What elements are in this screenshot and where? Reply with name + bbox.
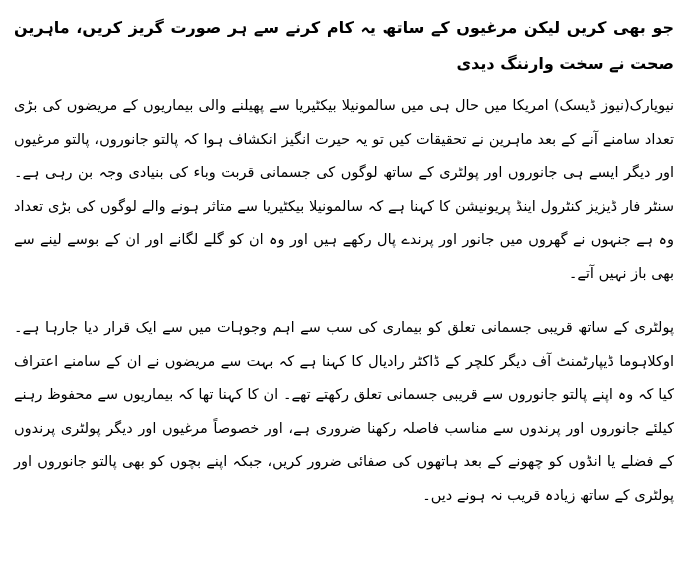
article-headline: جو بھی کریں لیکن مرغیوں کے ساتھ یہ کام کرنے سے ہر صورت گریز کریں، ماہرین صحت نے سخت وارننگ دیدی: [14, 18, 674, 73]
article-paragraph-2: پولٹری کے ساتھ قریبی جسمانی تعلق کو بیماری کی سب سے اہم وجوہات میں سے ایک قرار دیا جارہا ہے۔ اوکلاہوما ڈیپارٹمنٹ آف دیگر کلچر کے ڈاکٹر رادیال کا کہنا ہے کہ بہت سے مریضوں نے ان کے سامنے اعتراف کیا کہ وہ اپنے پالتو جانوروں سے قریبی جسمانی تعلق رکھتے تھے۔ ان کا کہنا تھا کہ بیماریوں سے محفوظ رہنے کیلئے جانوروں اور پرندوں سے مناسب فاصلہ رکھنا ضروری ہے، اور خصوصاً مرغیوں اور دیگر پولٹری پرندوں کے فضلے یا انڈوں کو چھونے کے بعد ہاتھوں کی صفائی ضرور کریں، جبکہ اپنے بچوں کو بھی پالتو جانوروں اور پولٹری کے ساتھ زیادہ قریب نہ ہونے دیں۔: [14, 320, 674, 504]
article-paragraph-1: نیویارک(نیوز ڈیسک) امریکا میں حال ہی میں سالمونیلا بیکٹیریا سے پھیلنے والی بیماریوں کے مریضوں کی بڑی تعداد سامنے آنے کے بعد ماہرین نے تحقیقات کیں تو یہ حیرت انگیز انکشاف ہوا کہ پالتو جانوروں، پالتو مرغیوں اور دیگر ایسے ہی جانوروں اور پولٹری کے ساتھ لوگوں کی جسمانی قربت وباء کی بنیادی وجہ بن رہی ہے۔ سنٹر فار ڈیزیز کنٹرول اینڈ پریونیشن کا کہنا ہے کہ سالمونیلا بیکٹیریا سے متاثر ہونے والے لوگوں کی بڑی تعداد وہ ہے جنہوں نے گھروں میں جانور اور پرندے پال رکھے ہیں اور وہ ان کو گلے لگانے اور ان کے بوسے لینے سے بھی باز نہیں آتے۔: [14, 98, 674, 282]
